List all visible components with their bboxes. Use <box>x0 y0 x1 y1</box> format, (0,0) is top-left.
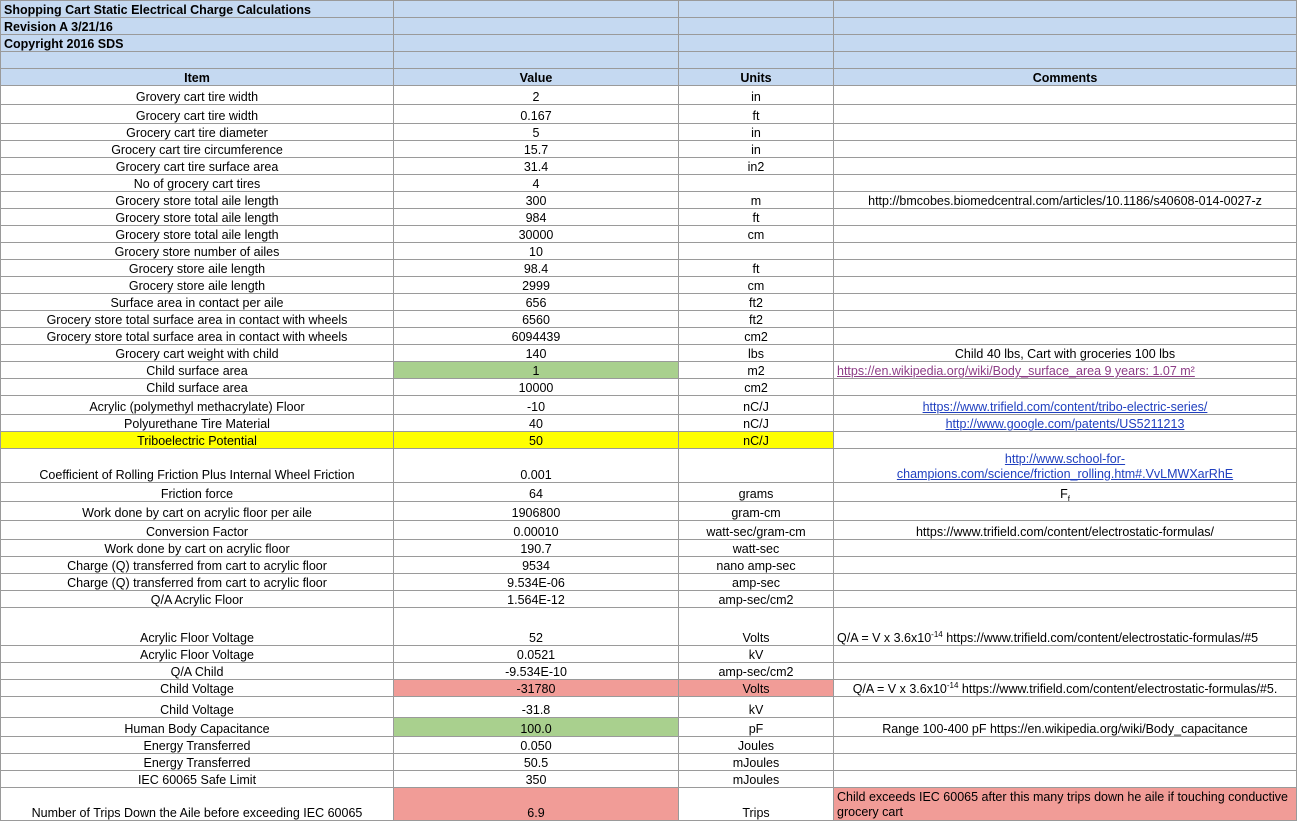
table-row <box>1 260 1297 277</box>
comment-cell[interactable]: Child exceeds IEC 60065 after this many trips down he aile if touching conductive grocery cart <box>834 788 1297 821</box>
comment-cell[interactable] <box>834 141 1297 158</box>
units-cell[interactable]: ft <box>679 260 834 277</box>
rolling-friction-link[interactable] <box>897 452 1233 481</box>
table-row <box>1 192 1297 209</box>
value-cell[interactable]: 0.00010 <box>394 521 679 540</box>
table-row <box>1 345 1297 362</box>
value-cell[interactable]: 31.4 <box>394 158 679 175</box>
item-cell[interactable]: Coefficient of Rolling Friction Plus Internal Wheel Friction <box>1 449 394 483</box>
value-cell[interactable]: 1.564E-12 <box>394 591 679 608</box>
value-cell[interactable]: 0.001 <box>394 449 679 483</box>
comment-cell[interactable]: http://bmcobes.biomedcentral.com/articles/10.1186/s40608-014-0027-z <box>834 192 1297 209</box>
value-cell[interactable]: 4 <box>394 175 679 192</box>
item-cell[interactable]: Grocery store total surface area in contact with wheels <box>1 328 394 345</box>
value-cell[interactable]: -31.8 <box>394 697 679 718</box>
table-row <box>1 175 1297 192</box>
table-row <box>1 158 1297 175</box>
comment-cell[interactable] <box>834 574 1297 591</box>
cell-empty[interactable] <box>394 52 679 69</box>
value-cell[interactable]: 2999 <box>394 277 679 294</box>
spacer-row <box>1 52 1297 69</box>
units-cell[interactable]: grams <box>679 483 834 502</box>
comment-cell[interactable] <box>834 311 1297 328</box>
units-cell[interactable] <box>679 449 834 483</box>
item-cell[interactable]: Number of Trips Down the Aile before exceeding IEC 60065 <box>1 788 394 821</box>
column-header-item[interactable]: Item <box>1 69 394 86</box>
item-cell[interactable]: Triboelectric Potential <box>1 432 394 449</box>
item-cell[interactable]: Grocery store total aile length <box>1 226 394 243</box>
value-cell[interactable]: 6.9 <box>394 788 679 821</box>
units-cell[interactable]: pF <box>679 718 834 737</box>
value-cell[interactable]: 6094439 <box>394 328 679 345</box>
comment-cell[interactable] <box>834 663 1297 680</box>
table-row <box>1 697 1297 718</box>
value-cell[interactable]: 0.167 <box>394 105 679 124</box>
item-cell[interactable]: Charge (Q) transferred from cart to acrylic floor <box>1 557 394 574</box>
item-cell[interactable]: Grocery cart tire width <box>1 105 394 124</box>
table-row <box>1 396 1297 415</box>
item-cell[interactable]: Charge (Q) transferred from cart to acrylic floor <box>1 574 394 591</box>
table-row <box>1 540 1297 557</box>
units-cell[interactable]: lbs <box>679 345 834 362</box>
item-cell[interactable]: IEC 60065 Safe Limit <box>1 771 394 788</box>
item-cell[interactable]: Grocery store number of ailes <box>1 243 394 260</box>
value-cell[interactable]: 2 <box>394 86 679 105</box>
comment-cell[interactable] <box>834 226 1297 243</box>
units-cell[interactable]: nC/J <box>679 432 834 449</box>
comment-cell[interactable] <box>834 243 1297 260</box>
table-row <box>1 449 1297 483</box>
units-cell[interactable]: Joules <box>679 737 834 754</box>
item-cell[interactable]: Grocery store total surface area in contact with wheels <box>1 311 394 328</box>
comment-cell[interactable] <box>834 105 1297 124</box>
value-cell[interactable]: 140 <box>394 345 679 362</box>
value-cell[interactable]: 1906800 <box>394 502 679 521</box>
table-row <box>1 646 1297 663</box>
units-cell[interactable]: Volts <box>679 680 834 697</box>
units-cell[interactable]: Trips <box>679 788 834 821</box>
value-cell[interactable]: 1 <box>394 362 679 379</box>
comment-cell[interactable] <box>834 362 1297 379</box>
comment-cell[interactable] <box>834 294 1297 311</box>
value-cell[interactable]: 10000 <box>394 379 679 396</box>
value-cell[interactable]: -9.534E-10 <box>394 663 679 680</box>
value-cell[interactable]: 656 <box>394 294 679 311</box>
table-row <box>1 415 1297 432</box>
item-cell[interactable]: No of grocery cart tires <box>1 175 394 192</box>
cell-empty[interactable] <box>394 35 679 52</box>
value-cell[interactable]: 9.534E-06 <box>394 574 679 591</box>
table-row <box>1 754 1297 771</box>
value-cell[interactable]: 984 <box>394 209 679 226</box>
body-surface-area-link[interactable]: https://en.wikipedia.org/wiki/Body_surface_area 9 years: 1.07 m² <box>837 364 1195 378</box>
units-cell[interactable]: m2 <box>679 362 834 379</box>
comment-cell[interactable] <box>834 737 1297 754</box>
table-row <box>1 209 1297 226</box>
table-row <box>1 521 1297 540</box>
table-row <box>1 226 1297 243</box>
item-cell[interactable]: Grocery cart weight with child <box>1 345 394 362</box>
comment-cell[interactable] <box>834 209 1297 226</box>
table-row <box>1 141 1297 158</box>
units-cell[interactable]: ft <box>679 105 834 124</box>
units-cell[interactable]: nC/J <box>679 415 834 432</box>
units-cell[interactable]: in <box>679 124 834 141</box>
table-row <box>1 105 1297 124</box>
comment-cell[interactable] <box>834 540 1297 557</box>
units-cell[interactable] <box>679 243 834 260</box>
units-cell[interactable]: nano amp-sec <box>679 557 834 574</box>
column-header-value[interactable]: Value <box>394 69 679 86</box>
revision-row <box>1 18 1297 35</box>
units-cell[interactable]: amp-sec/cm2 <box>679 591 834 608</box>
cell-empty[interactable] <box>679 1 834 18</box>
value-cell[interactable]: 50 <box>394 432 679 449</box>
table-row <box>1 788 1297 821</box>
cell-empty[interactable] <box>394 18 679 35</box>
comment-cell[interactable] <box>834 175 1297 192</box>
table-row <box>1 608 1297 646</box>
comment-cell[interactable] <box>834 449 1297 483</box>
item-cell[interactable]: Child Voltage <box>1 680 394 697</box>
table-row <box>1 502 1297 521</box>
table-row <box>1 718 1297 737</box>
comment-cell[interactable]: Child 40 lbs, Cart with groceries 100 lbs <box>834 345 1297 362</box>
sheet-revision[interactable]: Revision A 3/21/16 <box>1 18 394 35</box>
rolling-friction-link-line-1: http://www.school-for- <box>1004 452 1126 466</box>
table-row <box>1 483 1297 502</box>
item-cell[interactable]: Grocery store total aile length <box>1 192 394 209</box>
table-row <box>1 591 1297 608</box>
value-cell[interactable]: 350 <box>394 771 679 788</box>
table-row <box>1 680 1297 697</box>
table-row <box>1 737 1297 754</box>
value-cell[interactable]: -10 <box>394 396 679 415</box>
item-cell[interactable]: Grocery cart tire diameter <box>1 124 394 141</box>
units-cell[interactable]: mJoules <box>679 771 834 788</box>
units-cell[interactable]: gram-cm <box>679 502 834 521</box>
item-cell[interactable]: Q/A Child <box>1 663 394 680</box>
column-header-row <box>1 69 1297 86</box>
table-row <box>1 557 1297 574</box>
item-cell[interactable]: Child surface area <box>1 362 394 379</box>
comment-cell[interactable]: https://www.trifield.com/content/electrostatic-formulas/ <box>834 521 1297 540</box>
comment-cell[interactable] <box>834 379 1297 396</box>
friction-subscript: f <box>1067 494 1070 502</box>
table-row <box>1 328 1297 345</box>
table-row <box>1 432 1297 449</box>
units-cell[interactable]: amp-sec <box>679 574 834 591</box>
value-cell[interactable]: 50.5 <box>394 754 679 771</box>
item-cell[interactable]: Work done by cart on acrylic floor <box>1 540 394 557</box>
item-cell[interactable]: Acrylic Floor Voltage <box>1 646 394 663</box>
units-cell[interactable]: cm2 <box>679 328 834 345</box>
item-cell[interactable]: Human Body Capacitance <box>1 718 394 737</box>
comment-cell[interactable] <box>834 754 1297 771</box>
units-cell[interactable]: cm <box>679 277 834 294</box>
table-row <box>1 86 1297 105</box>
units-cell[interactable]: m <box>679 192 834 209</box>
sheet-copyright[interactable]: Copyright 2016 SDS <box>1 35 394 52</box>
column-header-comments[interactable]: Comments <box>834 69 1297 86</box>
value-cell[interactable]: 98.4 <box>394 260 679 277</box>
comment-cell[interactable] <box>834 680 1297 697</box>
units-cell[interactable]: ft2 <box>679 294 834 311</box>
rolling-friction-link-line-2: champions.com/science/friction_rolling.htm#.VvLMWXarRhE <box>896 467 1234 481</box>
comment-cell[interactable] <box>834 124 1297 141</box>
cell-empty[interactable] <box>679 18 834 35</box>
cell-empty[interactable] <box>834 52 1297 69</box>
cell-empty[interactable] <box>679 35 834 52</box>
comment-cell[interactable] <box>834 771 1297 788</box>
item-cell[interactable]: Grocery store aile length <box>1 260 394 277</box>
value-cell[interactable]: 6560 <box>394 311 679 328</box>
table-row <box>1 311 1297 328</box>
column-header-units[interactable]: Units <box>679 69 834 86</box>
copyright-row <box>1 35 1297 52</box>
item-cell[interactable]: Friction force <box>1 483 394 502</box>
cell-empty[interactable] <box>1 52 394 69</box>
item-cell[interactable]: Energy Transferred <box>1 737 394 754</box>
table-row <box>1 294 1297 311</box>
item-cell[interactable]: Conversion Factor <box>1 521 394 540</box>
sheet-title[interactable]: Shopping Cart Static Electrical Charge Calculations <box>1 1 394 18</box>
table-row <box>1 243 1297 260</box>
value-cell[interactable]: 9534 <box>394 557 679 574</box>
formula-exponent: -14 <box>946 680 959 690</box>
comment-cell[interactable] <box>834 415 1297 432</box>
value-cell[interactable]: 100.0 <box>394 718 679 737</box>
value-cell[interactable]: 52 <box>394 608 679 646</box>
units-cell[interactable]: in <box>679 141 834 158</box>
formula-prefix: Q/A = V x 3.6x10 <box>837 631 932 645</box>
table-row <box>1 663 1297 680</box>
comment-cell[interactable] <box>834 396 1297 415</box>
units-cell[interactable]: ft <box>679 209 834 226</box>
units-cell[interactable]: ft2 <box>679 311 834 328</box>
item-cell[interactable]: Grocery store aile length <box>1 277 394 294</box>
tribo-electric-series-link[interactable]: https://www.trifield.com/content/tribo-electric-series/ <box>922 400 1208 414</box>
comment-cell[interactable] <box>834 608 1297 646</box>
table-row <box>1 771 1297 788</box>
item-cell[interactable]: Work done by cart on acrylic floor per aile <box>1 502 394 521</box>
item-cell[interactable]: Grocery cart tire surface area <box>1 158 394 175</box>
cell-empty[interactable] <box>834 35 1297 52</box>
comment-cell[interactable]: Range 100-400 pF https://en.wikipedia.org/wiki/Body_capacitance <box>834 718 1297 737</box>
units-cell[interactable]: in <box>679 86 834 105</box>
cell-empty[interactable] <box>834 18 1297 35</box>
units-cell[interactable]: mJoules <box>679 754 834 771</box>
table-row <box>1 277 1297 294</box>
cell-empty[interactable] <box>834 1 1297 18</box>
item-cell[interactable]: Child surface area <box>1 379 394 396</box>
friction-symbol: F <box>1060 487 1068 501</box>
cell-empty[interactable] <box>679 52 834 69</box>
value-cell[interactable]: 64 <box>394 483 679 502</box>
title-row <box>1 1 1297 18</box>
comment-cell[interactable] <box>834 86 1297 105</box>
item-cell[interactable]: Grocery store total aile length <box>1 209 394 226</box>
comment-cell[interactable] <box>834 697 1297 718</box>
value-cell[interactable]: 0.0521 <box>394 646 679 663</box>
units-cell[interactable]: nC/J <box>679 396 834 415</box>
units-cell[interactable]: watt-sec <box>679 540 834 557</box>
units-cell[interactable]: cm <box>679 226 834 243</box>
item-cell[interactable]: Energy Transferred <box>1 754 394 771</box>
patent-link[interactable]: http://www.google.com/patents/US5211213 <box>945 417 1185 431</box>
item-cell[interactable]: Acrylic (polymethyl methacrylate) Floor <box>1 396 394 415</box>
units-cell[interactable] <box>679 175 834 192</box>
value-cell[interactable]: 190.7 <box>394 540 679 557</box>
units-cell[interactable]: amp-sec/cm2 <box>679 663 834 680</box>
comment-cell[interactable] <box>834 277 1297 294</box>
table-row <box>1 124 1297 141</box>
value-cell[interactable]: 5 <box>394 124 679 141</box>
value-cell[interactable]: 0.050 <box>394 737 679 754</box>
formula-source: https://www.trifield.com/content/electrostatic-formulas/#5 <box>942 631 1259 645</box>
comment-cell[interactable] <box>834 591 1297 608</box>
item-cell[interactable]: Q/A Acrylic Floor <box>1 591 394 608</box>
formula-exponent: -14 <box>931 629 943 639</box>
units-cell[interactable]: Volts <box>679 608 834 646</box>
comment-cell[interactable] <box>834 432 1297 449</box>
units-cell[interactable]: cm2 <box>679 379 834 396</box>
formula-source: https://www.trifield.com/content/electrostatic-formulas/#5. <box>958 682 1278 696</box>
item-cell[interactable]: Polyurethane Tire Material <box>1 415 394 432</box>
units-cell[interactable]: watt-sec/gram-cm <box>679 521 834 540</box>
item-cell[interactable]: Child Voltage <box>1 697 394 718</box>
value-cell[interactable]: 40 <box>394 415 679 432</box>
item-cell[interactable]: Acrylic Floor Voltage <box>1 608 394 646</box>
value-cell[interactable]: 10 <box>394 243 679 260</box>
formula-prefix: Q/A = V x 3.6x10 <box>852 682 947 696</box>
value-cell[interactable]: 30000 <box>394 226 679 243</box>
units-cell[interactable]: kV <box>679 697 834 718</box>
comment-cell[interactable] <box>834 502 1297 521</box>
units-cell[interactable]: in2 <box>679 158 834 175</box>
comment-cell[interactable] <box>834 158 1297 175</box>
table-row <box>1 574 1297 591</box>
table-row <box>1 379 1297 396</box>
cell-empty[interactable] <box>394 1 679 18</box>
comment-cell[interactable] <box>834 260 1297 277</box>
units-cell[interactable]: kV <box>679 646 834 663</box>
value-cell[interactable]: 300 <box>394 192 679 209</box>
value-cell[interactable]: 15.7 <box>394 141 679 158</box>
comment-cell[interactable] <box>834 646 1297 663</box>
value-cell[interactable]: -31780 <box>394 680 679 697</box>
comment-cell[interactable] <box>834 483 1297 502</box>
comment-cell[interactable] <box>834 557 1297 574</box>
item-cell[interactable]: Grocery cart tire circumference <box>1 141 394 158</box>
comment-cell[interactable] <box>834 328 1297 345</box>
table-row <box>1 362 1297 379</box>
item-cell[interactable]: Grovery cart tire width <box>1 86 394 105</box>
item-cell[interactable]: Surface area in contact per aile <box>1 294 394 311</box>
